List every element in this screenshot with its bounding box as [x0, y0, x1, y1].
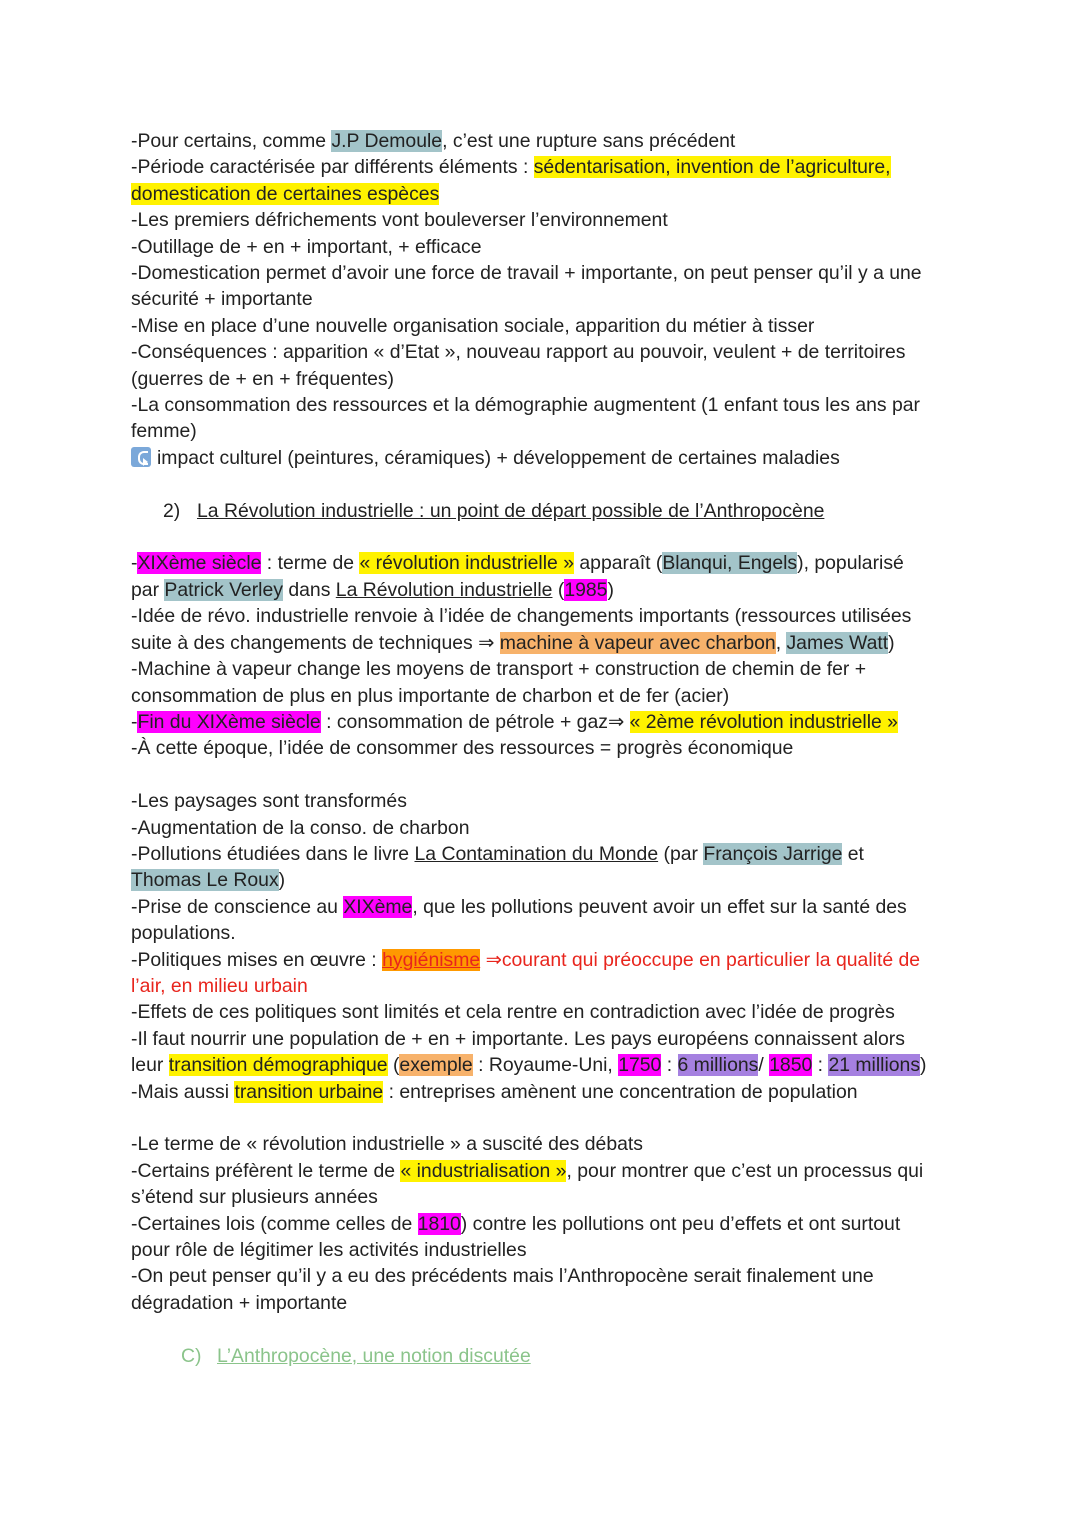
text: ) contre les pollutions ont peu d’effets et ont surtout: [460, 1212, 901, 1235]
text: par: [131, 578, 165, 601]
text-line: s’étend sur plusieurs années: [131, 1186, 378, 1209]
text-line: [131, 841, 961, 867]
text-line: [131, 1211, 961, 1237]
spacer: [131, 471, 961, 497]
highlight-example: exemple: [399, 1054, 473, 1077]
text-line: (guerres de + en + fréquentes): [131, 367, 395, 390]
text: -Certaines lois (comme celles de: [131, 1212, 418, 1235]
document-page: [131, 128, 961, 1369]
text: et: [842, 842, 864, 865]
highlight-date: XIXème: [343, 895, 413, 918]
text-line: [131, 128, 961, 154]
spacer: [131, 1316, 961, 1342]
text-line: [131, 1158, 961, 1184]
text-line: -Augmentation de la conso. de charbon: [131, 816, 470, 839]
text: apparaît (: [573, 552, 663, 575]
text: , c’est une rupture sans précédent: [442, 130, 736, 152]
text: -Pour certains, comme: [131, 130, 332, 152]
highlight-date: XIXème siècle: [137, 552, 262, 575]
text-line: populations.: [131, 922, 236, 945]
section-heading: [131, 1343, 961, 1369]
spacer: [131, 762, 961, 788]
text-line: [131, 1079, 961, 1105]
highlight-number: 6 millions: [677, 1054, 759, 1077]
text: ): [920, 1054, 927, 1077]
text: ): [278, 869, 286, 892]
text: impact culturel (peintures, céramiques) + développement de certaines maladies: [157, 446, 840, 469]
text-line: -Les premiers défrichements vont bouleverser l’environnement: [131, 209, 668, 232]
text-line: [131, 181, 961, 207]
highlight-date: 1985: [564, 578, 608, 601]
text-line: [131, 1052, 961, 1078]
highlight-name: James Watt: [786, 631, 889, 654]
highlight-date: 1750: [618, 1054, 662, 1077]
text: : consommation de pétrole + gaz⇒: [320, 710, 630, 733]
text-line: [131, 154, 961, 180]
text-line: dégradation + importante: [131, 1291, 348, 1314]
text-line: -Conséquences : apparition « d’Etat », nouveau rapport au pouvoir, veulent + de territoires: [131, 341, 906, 364]
text: -: [131, 552, 138, 575]
text-line: [131, 894, 961, 920]
text: dans: [282, 578, 336, 601]
text: :: [661, 1054, 678, 1077]
spacer: [131, 1105, 961, 1131]
highlight-key-term: domestication de certaines espèces: [131, 182, 440, 205]
highlight-date: 1850: [769, 1054, 813, 1077]
text: leur: [131, 1054, 169, 1077]
highlight-date: Fin du XIXème siècle: [137, 710, 321, 733]
book-title: La Contamination du Monde: [414, 842, 659, 865]
heading-number: C): [181, 1344, 202, 1367]
highlight-name: Thomas Le Roux: [131, 869, 279, 892]
text: , que les pollutions peuvent avoir un effet sur la santé des: [412, 895, 907, 918]
text: (: [552, 578, 565, 601]
heading-title: La Révolution industrielle : un point de départ possible de l’Anthropocène: [197, 499, 825, 522]
text-line: femme): [131, 420, 197, 443]
text-line: pour rôle de légitimer les activités industrielles: [131, 1239, 527, 1261]
text: -: [131, 710, 138, 733]
text-line: [131, 577, 961, 603]
text: -Politiques mises en œuvre :: [131, 948, 383, 971]
text-line: sécurité + importante: [131, 288, 313, 311]
text-line: -Machine à vapeur change les moyens de transport + construction de chemin de fer +: [131, 658, 867, 681]
text-line: -Le terme de « révolution industrielle » a suscité des débats: [131, 1133, 643, 1156]
text: ,: [775, 631, 787, 654]
highlight-key-term: sédentarisation, invention de l’agriculture,: [533, 156, 891, 179]
highlight-key-term: « révolution industrielle »: [359, 552, 574, 575]
highlight-name: J.P Demoule: [331, 130, 443, 152]
text: : Royaume-Uni,: [472, 1054, 619, 1077]
text: ), popularisé: [797, 552, 904, 575]
text-line: -Idée de révo. industrielle renvoie à l’idée de changements importants (ressources utilisées: [131, 605, 912, 628]
highlight-key-term: « industrialisation »: [400, 1159, 567, 1182]
text-line: -La consommation des ressources et la démographie augmentent (1 enfant tous les ans par: [131, 394, 921, 417]
highlight-key-term: « 2ème révolution industrielle »: [629, 710, 898, 733]
text: : terme de: [261, 552, 360, 575]
spacer: [131, 524, 961, 550]
highlight-number: 21 millions: [828, 1054, 921, 1077]
highlight-name: François Jarrige: [703, 842, 843, 865]
text: -Prise de conscience au: [131, 895, 344, 918]
text-line: -On peut penser qu’il y a eu des précédents mais l’Anthropocène serait finalement une: [131, 1265, 874, 1288]
text-line: consommation de plus en plus importante de charbon et de fer (acier): [131, 684, 730, 707]
highlight-key-term: transition démographique: [168, 1054, 388, 1077]
text: -Pollutions étudiées dans le livre: [131, 842, 415, 865]
text: /: [758, 1054, 770, 1077]
text: ): [607, 578, 614, 601]
text: ): [888, 631, 895, 654]
section-heading: [131, 498, 961, 524]
text: : entreprises amènent une concentration de population: [383, 1080, 858, 1103]
heading-title: L’Anthropocène, une notion discutée: [217, 1344, 531, 1367]
return-arrow-icon: [131, 447, 151, 467]
text-line: -Outillage de + en + important, + efficace: [131, 235, 482, 258]
text-line: -À cette époque, l’idée de consommer des ressources = progrès économique: [131, 737, 794, 760]
text-line: [131, 947, 961, 973]
text: (: [387, 1054, 400, 1077]
text: , pour montrer que c’est un processus qui: [566, 1159, 924, 1182]
text: -Période caractérisée par différents éléments :: [131, 156, 534, 179]
heading-number: 2): [163, 499, 181, 522]
highlight-key-term: transition urbaine: [234, 1080, 384, 1103]
text-line: -Effets de ces politiques sont limités et cela rentre en contradiction avec l’idée de progrès: [131, 1001, 895, 1024]
highlight-name: Patrick Verley: [164, 578, 283, 601]
text-line: [131, 550, 961, 576]
definition-text: ⇒courant qui préoccupe en particulier la qualité de: [480, 948, 921, 971]
text-line: [131, 709, 961, 735]
text: -Mais aussi: [131, 1080, 235, 1103]
highlight-example: machine à vapeur avec charbon: [499, 631, 776, 654]
text-line: -Domestication permet d’avoir une force de travail + importante, on peut penser qu’il y a une: [131, 262, 922, 285]
text-line: [131, 867, 961, 893]
text-line: [131, 445, 961, 471]
text-line: -Il faut nourrir une population de + en + importante. Les pays européens connaissent alors: [131, 1027, 905, 1050]
highlight-name: Blanqui, Engels: [662, 552, 798, 575]
text: (par: [658, 842, 704, 865]
text-line: -Les paysages sont transformés: [131, 790, 407, 813]
text-line: -Mise en place d’une nouvelle organisation sociale, apparition du métier à tisser: [131, 314, 815, 337]
definition-text: l’air, en milieu urbain: [131, 974, 308, 997]
text-line: [131, 630, 961, 656]
text: suite à des changements de techniques ⇒: [131, 631, 500, 654]
highlight-definition-term: hygiénisme: [382, 948, 481, 971]
highlight-date: 1810: [417, 1212, 461, 1235]
book-title: La Révolution industrielle: [335, 578, 553, 601]
text: :: [812, 1054, 829, 1077]
text: -Certains préfèrent le terme de: [131, 1159, 401, 1182]
